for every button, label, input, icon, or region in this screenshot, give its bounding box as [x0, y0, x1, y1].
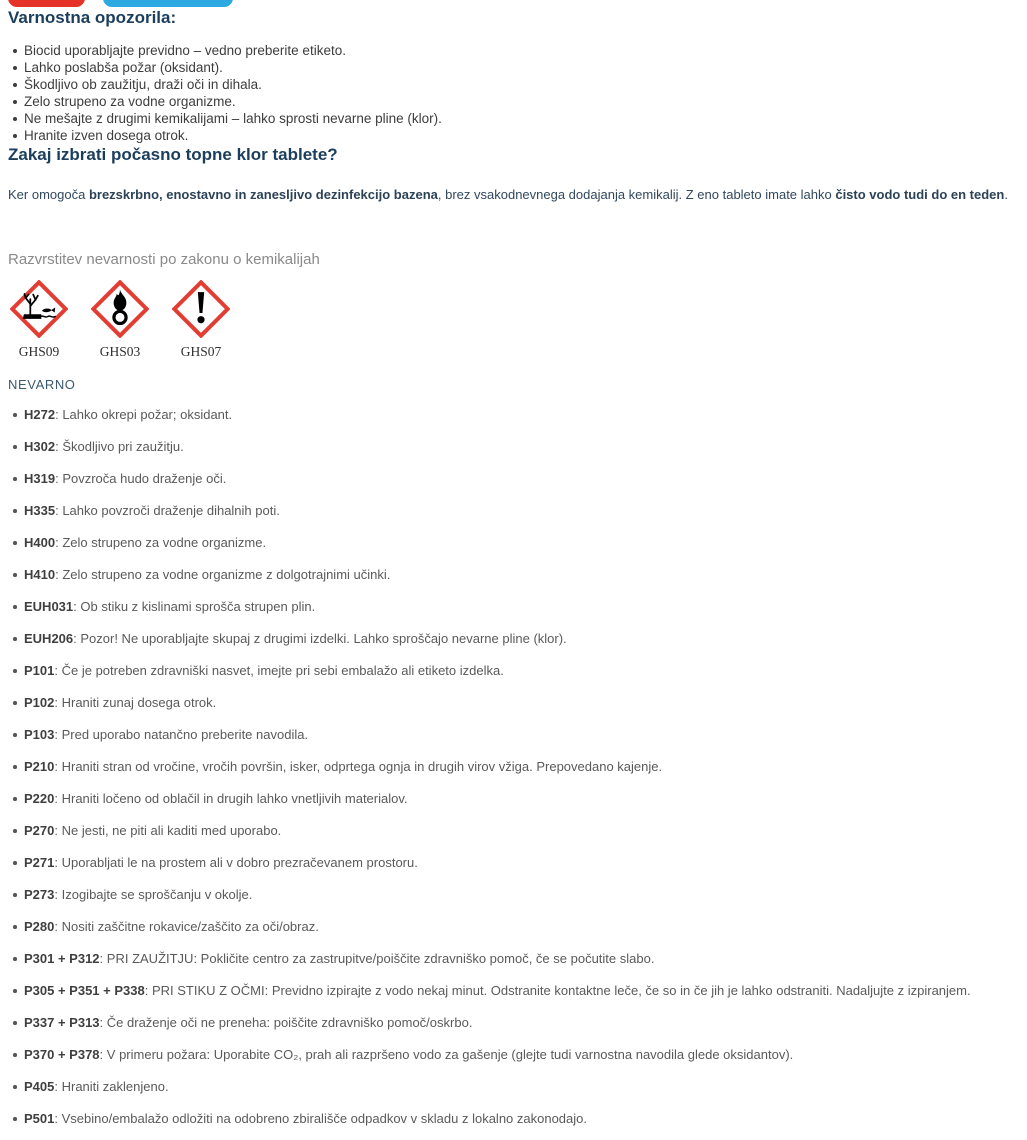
hazard-code: P220	[24, 791, 55, 806]
hazard-statement	[13, 472, 1017, 486]
separator: :	[73, 631, 81, 646]
hazard-statement	[13, 600, 1017, 614]
hazard-code: H335	[24, 503, 56, 518]
hazard-statement	[13, 1112, 1017, 1126]
hazard-statement	[13, 504, 1017, 518]
red-button-cutoff[interactable]	[8, 0, 85, 7]
hazard-text: Pred uporabo natančno preberite navodila.	[61, 727, 309, 742]
separator: :	[54, 855, 62, 870]
hazard-code: P501	[24, 1111, 55, 1126]
separator: :	[99, 951, 107, 966]
hazard-text: Škodljivo pri zaužitju.	[62, 439, 184, 454]
ghs-pictograms-row	[8, 280, 1017, 360]
hazard-statement	[13, 856, 1017, 870]
hazard-text: Nositi zaščitne rokavice/zaščito za oči/obraz.	[61, 919, 319, 934]
separator: :	[54, 887, 62, 902]
hazard-text: Lahko povzroči draženje dihalnih poti.	[62, 503, 280, 518]
separator: :	[55, 503, 63, 518]
hazard-text: Izogibajte se sproščanju v okolje.	[61, 887, 253, 902]
hazard-statement	[13, 696, 1017, 710]
hazard-code: P305 + P351 + P338	[24, 983, 145, 998]
hazard-statement	[13, 824, 1017, 838]
hazard-text: Ob stiku z kislinami sprošča strupen plin.	[80, 599, 316, 614]
ghs09-environment-icon	[10, 280, 68, 338]
hazard-code: H319	[24, 471, 56, 486]
hazard-text: Če je potreben zdravniški nasvet, imejte pri sebi embalažo ali etiketo izdelka.	[61, 663, 504, 678]
separator: :	[54, 1111, 62, 1126]
hazard-text: Povzroča hudo draženje oči.	[62, 471, 227, 486]
hazard-statement	[13, 920, 1017, 934]
hazard-code: P210	[24, 759, 55, 774]
separator: :	[55, 535, 63, 550]
hazard-code: P405	[24, 1079, 55, 1094]
ghs-pictogram	[89, 280, 151, 360]
separator: :	[99, 1015, 107, 1030]
paragraph-text: Ker omogoča	[8, 187, 89, 202]
list-item: Ne mešajte z drugimi kemikalijami – lahko sprosti nevarne pline (klor).	[12, 110, 1017, 127]
paragraph-bold-text: brezskrbno, enostavno in zanesljivo dezinfekcijo bazena	[88, 187, 438, 202]
ghs-pictogram-label: GHS03	[99, 344, 141, 359]
signal-word: NEVARNO	[8, 377, 76, 392]
safety-warnings-heading: Varnostna opozorila:	[8, 8, 177, 27]
blue-button-cutoff[interactable]	[103, 0, 233, 7]
hazard-statement	[13, 728, 1017, 742]
hazard-code: H410	[24, 567, 56, 582]
hazard-statement	[13, 1080, 1017, 1094]
hazard-code: P102	[24, 695, 55, 710]
separator: :	[54, 759, 62, 774]
separator: :	[54, 727, 62, 742]
hazard-statement	[13, 1048, 1017, 1062]
hazard-statement	[13, 408, 1017, 422]
hazard-code: P280	[24, 919, 55, 934]
paragraph-text: .	[1004, 187, 1008, 202]
list-item: Hranite izven dosega otrok.	[12, 127, 1017, 144]
separator: :	[55, 567, 63, 582]
hazard-code: P270	[24, 823, 55, 838]
hazard-text: Če draženje oči ne preneha: poiščite zdravniško pomoč/oskrbo.	[106, 1015, 473, 1030]
hazard-statement	[13, 888, 1017, 902]
safety-warnings-list	[8, 42, 1017, 144]
separator: :	[54, 823, 62, 838]
hazard-code: P337 + P313	[24, 1015, 100, 1030]
list-item: Škodljivo ob zaužitju, draži oči in dihala.	[12, 76, 1017, 93]
separator: :	[55, 407, 63, 422]
separator: :	[54, 663, 62, 678]
hazard-statement	[13, 760, 1017, 774]
list-item: Biocid uporabljajte previdno – vedno preberite etiketo.	[12, 42, 1017, 59]
separator: :	[54, 695, 62, 710]
hazard-statement	[13, 984, 1017, 998]
hazard-text: Uporabljati le na prostem ali v dobro prezračevanem prostoru.	[61, 855, 418, 870]
hazard-code: H272	[24, 407, 56, 422]
hazard-code: P273	[24, 887, 55, 902]
separator: :	[144, 983, 152, 998]
hazard-code: P103	[24, 727, 55, 742]
hazard-code: P370 + P378	[24, 1047, 100, 1062]
ghs-pictogram	[170, 280, 232, 360]
hazard-text: Pozor! Ne uporabljajte skupaj z drugimi izdelki. Lahko sproščajo nevarne pline (klor).	[80, 631, 567, 646]
hazard-text: Hraniti ločeno od oblačil in drugih lahko vnetljivih materialov.	[61, 791, 408, 806]
separator: :	[54, 919, 62, 934]
hazard-statement	[13, 792, 1017, 806]
hazard-statements-list	[8, 408, 1017, 1126]
hazard-code: H400	[24, 535, 56, 550]
list-item: Zelo strupeno za vodne organizme.	[12, 93, 1017, 110]
paragraph-bold-text: čisto vodo tudi do en teden	[835, 187, 1005, 202]
ghs03-flame-over-circle-icon	[91, 280, 149, 338]
separator: :	[55, 439, 63, 454]
hazard-text: PRI STIKU Z OČMI: Previdno izpirajte z vodo nekaj minut. Odstranite kontaktne leče, če so in če jih je lahko odstraniti. Nadaljujte z izpiranjem.	[151, 983, 971, 998]
hazard-text: Hraniti zunaj dosega otrok.	[61, 695, 217, 710]
ghs-pictogram-label: GHS07	[180, 344, 222, 359]
hazard-statement	[13, 952, 1017, 966]
hazard-statement	[13, 536, 1017, 550]
hazard-text: Zelo strupeno za vodne organizme z dolgotrajnimi učinki.	[62, 567, 391, 582]
list-item: Lahko poslabša požar (oksidant).	[12, 59, 1017, 76]
hazard-text: Hraniti stran od vročine, vročih površin, isker, odprtega ognja in drugih virov vžiga. Prepovedano kajenje.	[61, 759, 663, 774]
hazard-statement	[13, 568, 1017, 582]
cutoff-buttons-row	[8, 0, 1017, 7]
hazard-classification-caption: Razvrstitev nevarnosti po zakonu o kemikalijah	[8, 251, 320, 268]
ghs-pictogram-label: GHS09	[18, 344, 60, 359]
hazard-code: EUH206	[24, 631, 74, 646]
separator: :	[73, 599, 81, 614]
ghs07-exclamation-icon	[172, 280, 230, 338]
why-choose-paragraph	[8, 186, 1017, 203]
hazard-text: V primeru požara: Uporabite CO₂, prah ali razpršeno vodo za gašenje (glejte tudi varnostna navodila glede oksidantov).	[106, 1047, 794, 1062]
hazard-text: Hraniti zaklenjeno.	[61, 1079, 169, 1094]
hazard-statement	[13, 664, 1017, 678]
ghs-pictogram	[8, 280, 70, 360]
hazard-text: Vsebino/embalažo odložiti na odobreno zbirališče odpadkov v skladu z lokalno zakonodajo.	[61, 1111, 587, 1126]
hazard-statement	[13, 1016, 1017, 1030]
hazard-code: P301 + P312	[24, 951, 100, 966]
separator: :	[54, 1079, 62, 1094]
paragraph-text: , brez vsakodnevnega dodajanja kemikalij. Z eno tableto imate lahko	[437, 187, 836, 202]
separator: :	[54, 791, 62, 806]
hazard-text: Ne jesti, ne piti ali kaditi med uporabo.	[61, 823, 282, 838]
separator: :	[55, 471, 63, 486]
hazard-statement	[13, 440, 1017, 454]
hazard-code: EUH031	[24, 599, 74, 614]
hazard-code: P271	[24, 855, 55, 870]
hazard-text: Zelo strupeno za vodne organizme.	[62, 535, 267, 550]
hazard-statement	[13, 632, 1017, 646]
separator: :	[99, 1047, 107, 1062]
hazard-code: P101	[24, 663, 55, 678]
hazard-text: PRI ZAUŽITJU: Pokličite centro za zastrupitve/poiščite zdravniško pomoč, če se počutite slabo.	[106, 951, 655, 966]
why-choose-heading: Zakaj izbrati počasno topne klor tablete?	[8, 145, 338, 164]
hazard-code: H302	[24, 439, 56, 454]
hazard-text: Lahko okrepi požar; oksidant.	[62, 407, 233, 422]
